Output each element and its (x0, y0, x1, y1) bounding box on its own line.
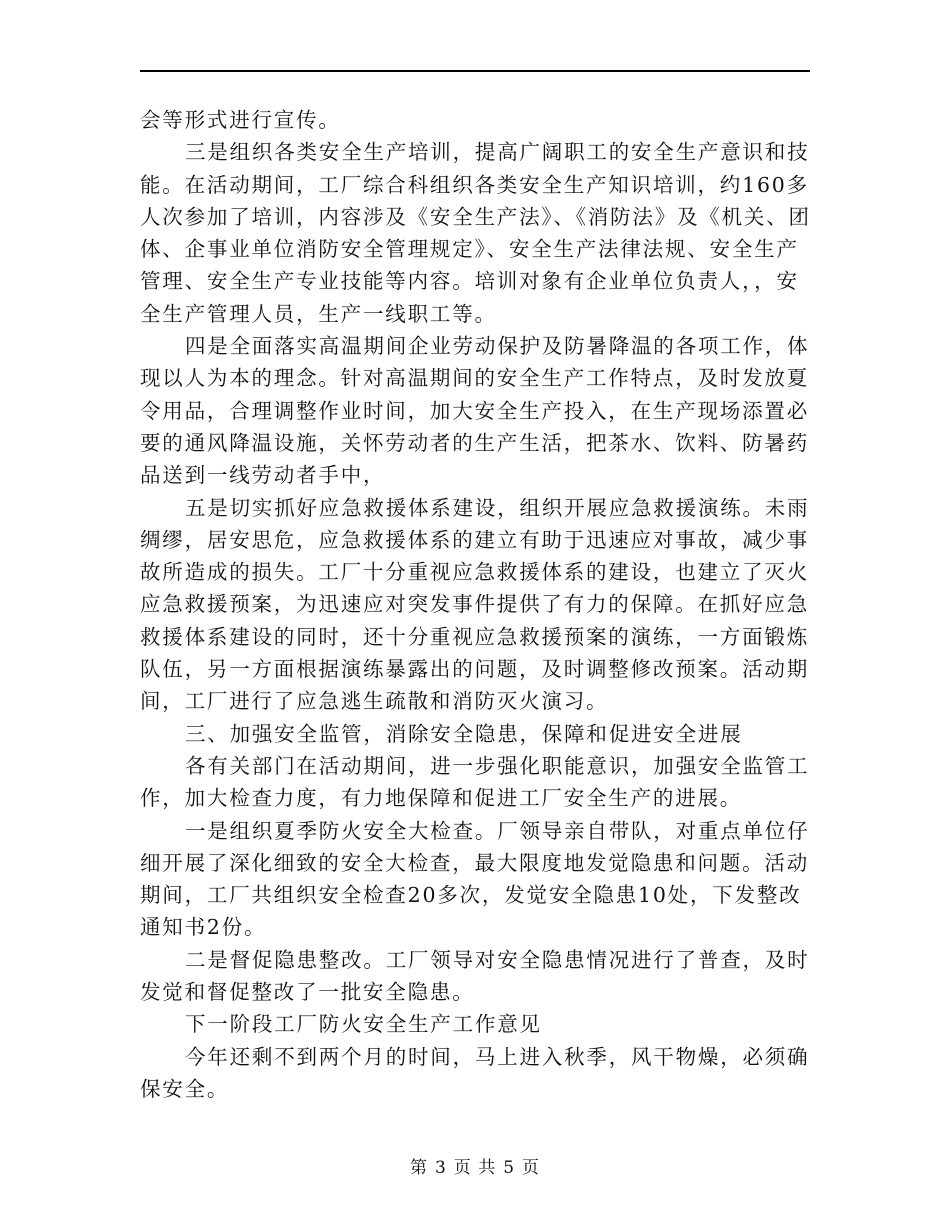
paragraph-2: 三是组织各类安全生产培训，提高广阔职工的安全生产意识和技能。在活动期间，工厂综合科组织各类安全生产知识培训，约160多人次参加了培训，内容涉及《安全生产法》、《消防法》及《机关、团体、企事业单位消防安全管理规定》、安全生产法律法规、安全生产管理、安全生产专业技能等内容。培训对象有企业单位负责人，，安全生产管理人员，生产一线职工等。 (140, 140, 811, 326)
paragraph-4: 五是切实抓好应急救援体系建设，组织开展应急救援演练。未雨绸缪，居安思危，应急救援体系的建立有助于迅速应对事故，减少事故所造成的损失。工厂十分重视应急救援体系的建设，也建立了灭火应急救援预案，为迅速应对突发事件提供了有力的保障。在抓好应急救援体系建设的同时，还十分重视应急救援预案的演练，一方面锻炼队伍，另一方面根据演练暴露出的问题，及时调整修改预案。活动期间，工厂进行了应急逃生疏散和消防灭火演习。 (140, 495, 810, 714)
subsection-heading: 下一阶段工厂防火安全生产工作意见 (185, 1012, 542, 1037)
footer-middle: 页 共 (453, 1158, 497, 1178)
document-body (140, 104, 812, 1105)
page-footer (0, 1153, 950, 1178)
paragraph-3: 四是全面落实高温期间企业劳动保护及防暑降温的各项工作，体现以人为本的理念。针对高温期间的安全生产工作特点，及时发放夏令用品，合理调整作业时间，加大安全生产投入，在生产现场添置必要的通风降温设施，关怀劳动者的生产生活，把茶水、饮料、防暑药品送到一线劳动者手中， (140, 334, 810, 488)
paragraph-1: 会等形式进行宣传。 (140, 108, 341, 132)
paragraph-8: 今年还剩不到两个月的时间，马上进入秋季，风干物燥，必须确保安全。 (140, 1044, 810, 1101)
paragraph-7: 二是督促隐患整改。工厂领导对安全隐患情况进行了普查，及时发觉和督促整改了一批安全隐患。 (140, 947, 810, 1005)
header-rule (140, 70, 810, 72)
footer-suffix: 页 (522, 1158, 541, 1178)
footer-prefix: 第 (409, 1158, 428, 1178)
paragraph-6: 一是组织夏季防火安全大检查。厂领导亲自带队，对重点单位仔细开展了深化细致的安全大检查，最大限度地发觉隐患和问题。活动期间，工厂共组织安全检查20多次，发觉安全隐患10处，下发整改通知书2份。 (140, 818, 810, 940)
footer-total-pages: 5 (503, 1158, 516, 1178)
paragraph-5: 各有关部门在活动期间，进一步强化职能意识，加强安全监管工作，加大检查力度，有力地保障和促进工厂安全生产的进展。 (140, 753, 810, 811)
section-heading: 三、加强安全监管，消除安全隐患，保障和促进安全进展 (185, 721, 743, 746)
footer-current-page: 3 (434, 1158, 447, 1178)
